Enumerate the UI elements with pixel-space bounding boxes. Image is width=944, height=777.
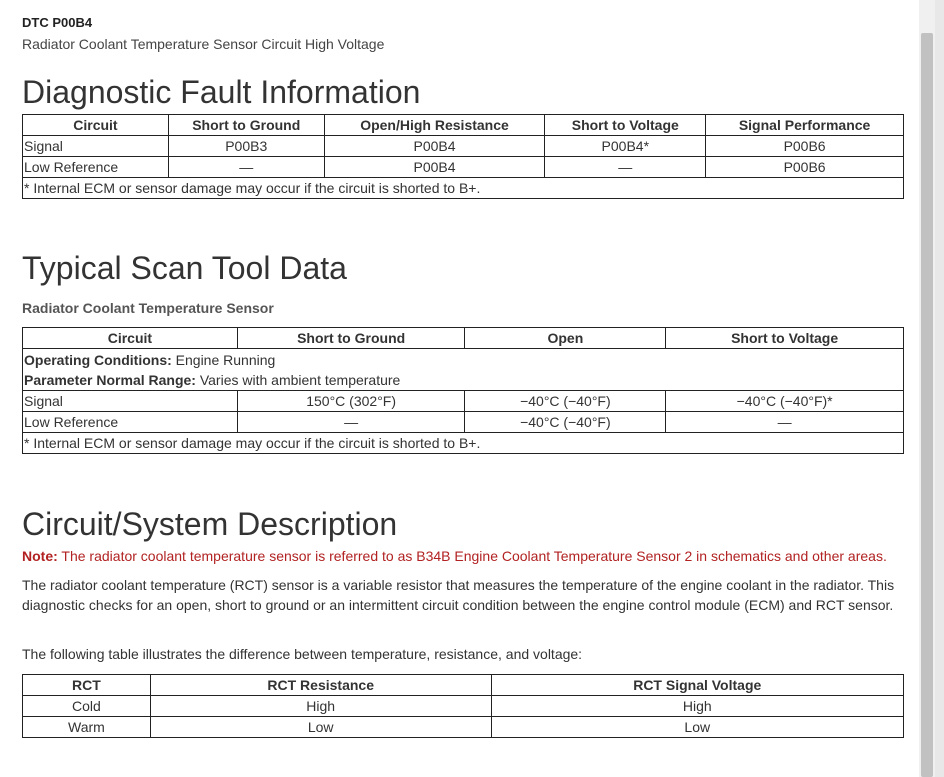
- table-footnote: * Internal ECM or sensor damage may occur if the circuit is shorted to B+.: [23, 178, 904, 199]
- table-cell: P00B3: [168, 136, 324, 157]
- column-header: Circuit: [23, 328, 238, 349]
- diagnostic-fault-table: [22, 114, 904, 199]
- scan-tool-subheading: Radiator Coolant Temperature Sensor: [22, 300, 274, 316]
- column-header: Short to Ground: [168, 115, 324, 136]
- column-header: Short to Ground: [237, 328, 465, 349]
- table-cell: Low: [491, 717, 904, 738]
- dtc-description: Radiator Coolant Temperature Sensor Circuit High Voltage: [22, 36, 385, 52]
- diagnostic-fault-heading: Diagnostic Fault Information: [22, 74, 421, 110]
- note: [22, 548, 887, 564]
- table-cell: P00B4: [324, 136, 545, 157]
- table-footnote: * Internal ECM or sensor damage may occur if the circuit is shorted to B+.: [23, 433, 904, 454]
- scan-tool-table: [22, 327, 904, 454]
- table-footnote-row: [23, 178, 904, 199]
- parameter-range-label: Parameter Normal Range:: [24, 372, 196, 388]
- table-row: [23, 696, 904, 717]
- table-cell: Warm: [23, 717, 151, 738]
- rct-table: [22, 674, 904, 738]
- table-cell: High: [150, 696, 491, 717]
- table-cell: Low: [150, 717, 491, 738]
- column-header: Short to Voltage: [545, 115, 706, 136]
- column-header: RCT Signal Voltage: [491, 675, 904, 696]
- dtc-code: DTC P00B4: [22, 15, 93, 30]
- column-header: Open: [465, 328, 666, 349]
- table-row: [23, 391, 904, 412]
- scrollbar-thumb[interactable]: [921, 33, 933, 777]
- window-edge: [935, 0, 944, 777]
- table-cell: Cold: [23, 696, 151, 717]
- table-cell: −40°C (−40°F): [465, 391, 666, 412]
- table-row: [23, 412, 904, 433]
- table-header-row: [23, 115, 904, 136]
- table-cell: −40°C (−40°F): [465, 412, 666, 433]
- table-cell: P00B6: [706, 136, 904, 157]
- column-header: Circuit: [23, 115, 169, 136]
- table-row: [23, 157, 904, 178]
- table-cell: 150°C (302°F): [237, 391, 465, 412]
- table-row: [23, 136, 904, 157]
- note-label: Note:: [22, 548, 58, 564]
- column-header: Short to Voltage: [666, 328, 904, 349]
- table-cell: —: [168, 157, 324, 178]
- operating-conditions-label: Operating Conditions:: [24, 352, 172, 368]
- table-header-row: [23, 675, 904, 696]
- table-cell: —: [237, 412, 465, 433]
- column-header: Signal Performance: [706, 115, 904, 136]
- conditions-cell: [23, 349, 904, 391]
- table-cell: P00B4: [324, 157, 545, 178]
- table-cell: —: [545, 157, 706, 178]
- table-row: [23, 717, 904, 738]
- table-cell: High: [491, 696, 904, 717]
- table-header-row: [23, 328, 904, 349]
- table-cell: −40°C (−40°F)*: [666, 391, 904, 412]
- description-paragraph: The radiator coolant temperature (RCT) sensor is a variable resistor that measures the temperature of the engine coolant in the radiator. This diagnostic checks for an open, short to ground or an intermittent circuit condition between the engine control module (ECM) and RCT sensor.: [22, 577, 895, 613]
- column-header: RCT: [23, 675, 151, 696]
- scan-tool-heading: Typical Scan Tool Data: [22, 250, 347, 286]
- table-cell: Signal: [23, 391, 238, 412]
- conditions-row: [23, 349, 904, 391]
- column-header: RCT Resistance: [150, 675, 491, 696]
- parameter-range-value: Varies with ambient temperature: [195, 372, 401, 388]
- table-footnote-row: [23, 433, 904, 454]
- note-text: The radiator coolant temperature sensor is referred to as B34B Engine Coolant Temperature Sensor 2 in schematics and other areas.: [57, 548, 887, 564]
- table-cell: P00B6: [706, 157, 904, 178]
- table-cell: P00B4*: [545, 136, 706, 157]
- table-cell: Low Reference: [23, 412, 238, 433]
- table-cell: Low Reference: [23, 157, 169, 178]
- vertical-scrollbar[interactable]: [919, 0, 935, 777]
- operating-conditions: [24, 350, 902, 370]
- parameter-normal-range: [24, 370, 902, 390]
- table-intro-paragraph: The following table illustrates the difference between temperature, resistance, and voltage:: [22, 646, 583, 662]
- table-cell: —: [666, 412, 904, 433]
- circuit-description-heading: Circuit/System Description: [22, 506, 398, 542]
- operating-conditions-value: Engine Running: [171, 352, 276, 368]
- table-cell: Signal: [23, 136, 169, 157]
- column-header: Open/High Resistance: [324, 115, 545, 136]
